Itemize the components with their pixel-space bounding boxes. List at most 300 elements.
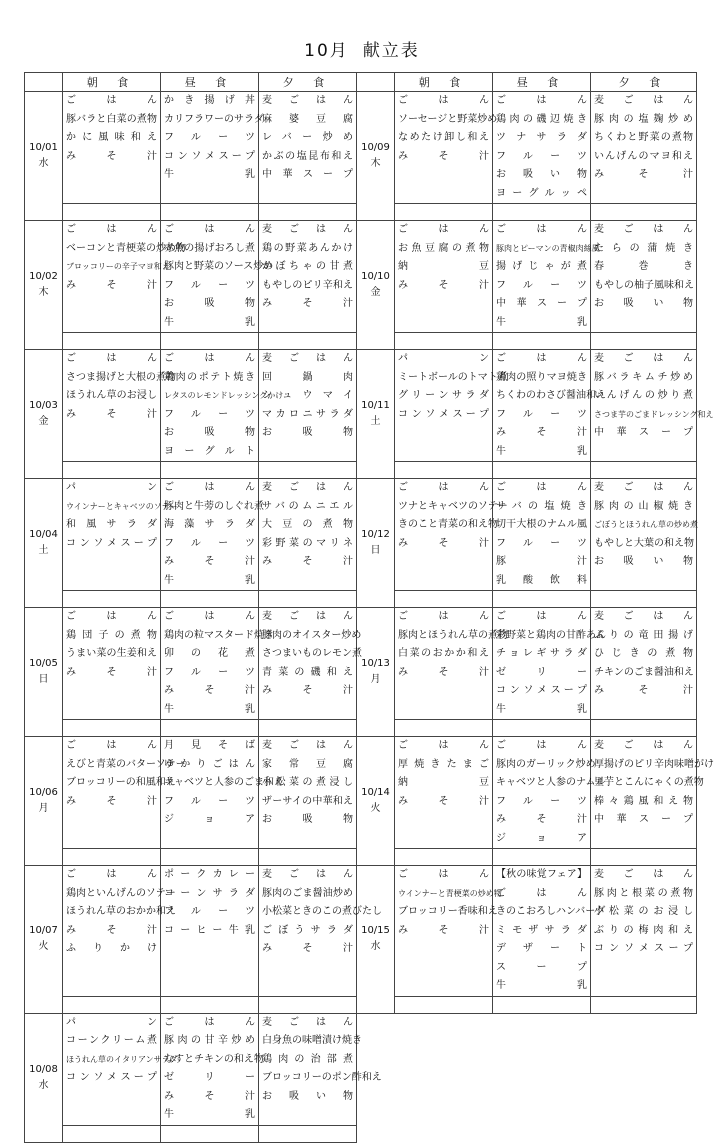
dinner-item: マカロニサラダ — [262, 408, 353, 420]
lunch-item: みそ汁 — [164, 685, 255, 696]
dinner-item: ブロッコリーのポン酢和え — [262, 1072, 382, 1083]
lunch-item: お吸物 — [164, 427, 255, 438]
breakfast-item: パン — [66, 1016, 157, 1028]
breakfast-item: コンソメスープ — [66, 1072, 157, 1083]
day-date: 10/04 — [29, 529, 58, 540]
breakfast-item: ウインナーと青梗菜の炒め物 — [398, 888, 502, 898]
breakfast-item: みそ汁 — [398, 537, 489, 549]
dinner-item: 白身魚の味噌漬け焼き — [262, 1035, 362, 1046]
lunch-item: コンソメスープ — [496, 685, 587, 696]
spacer-cell — [161, 720, 259, 737]
lunch-item: ちくわのわさび醤油和え — [496, 390, 606, 401]
lunch-item: スープ — [496, 961, 587, 973]
lunch-cell — [161, 92, 264, 204]
day-row — [25, 221, 697, 333]
dinner-cell — [259, 479, 357, 591]
lunch-item: 月見そば — [164, 740, 255, 751]
dinner-item: 麦ごはん — [262, 611, 353, 622]
spacer-cell — [161, 333, 259, 350]
breakfast-cell — [63, 1013, 178, 1125]
dinner-item: チキンのごま醤油和え — [594, 666, 694, 678]
spacer-cell — [161, 996, 259, 1013]
lunch-item: サバの塩焼き — [496, 500, 587, 512]
spacer-cell — [63, 996, 161, 1013]
dinner-item: 回鍋肉 — [262, 371, 353, 383]
dinner-cell — [591, 350, 714, 462]
spacer-cell — [395, 591, 493, 608]
lunch-item: キャベツと人参のナムル — [496, 777, 606, 788]
day-weekday: 水 — [38, 158, 49, 169]
dinner-item: お吸物 — [262, 814, 353, 825]
dinner-cell — [259, 350, 357, 462]
lunch-cell — [161, 350, 284, 462]
breakfast-item: ほうれん草のおかか和え — [66, 906, 176, 917]
lunch-cell — [161, 866, 259, 997]
breakfast-item: ブロッコリーの和風和え — [66, 777, 176, 788]
lunch-item: デザート — [496, 943, 587, 954]
dinner-item: 麦ごはん — [262, 95, 353, 106]
dinner-cell — [591, 479, 697, 591]
dinner-item: 鶏肉の治部煮 — [262, 1053, 353, 1065]
spacer-cell — [63, 1125, 161, 1142]
lunch-item: みそ汁 — [164, 556, 255, 567]
lunch-item: 切干大根のナムル風 — [496, 519, 587, 530]
dinner-item: ザーサイの中華和え — [262, 795, 353, 807]
lunch-item: フルーツ — [496, 279, 587, 291]
breakfast-item: みそ汁 — [398, 279, 489, 291]
dinner-cell — [591, 608, 697, 720]
spacer-cell — [259, 849, 357, 866]
lunch-item: 牛乳 — [164, 1109, 255, 1120]
breakfast-item: みそ汁 — [398, 795, 489, 807]
breakfast-item: みそ汁 — [66, 279, 157, 291]
lunch-cell — [493, 221, 600, 333]
spacer-cell — [395, 333, 493, 350]
day-weekday: 日 — [370, 545, 381, 556]
breakfast-item: ごはん — [66, 611, 157, 622]
spacer-cell — [259, 204, 357, 221]
breakfast-item: えびと青菜のバターソテー — [66, 758, 186, 770]
breakfast-cell — [395, 866, 502, 997]
breakfast-item: ベーコンと青梗菜の炒め物 — [66, 242, 186, 254]
lunch-item: 牛乳 — [164, 316, 255, 328]
day-date-cell — [25, 866, 63, 1014]
breakfast-item: みそ汁 — [66, 795, 157, 807]
day-weekday: 木 — [370, 158, 381, 169]
dinner-item: みそ汁 — [262, 685, 353, 696]
dinner-item: さつま芋のごまドレッシング和え — [594, 409, 714, 419]
breakfast-item: みそ汁 — [398, 666, 489, 678]
lunch-cell — [493, 608, 606, 720]
lunch-item: レタスのレモンドレッシングかけ — [164, 391, 284, 400]
lunch-item: チョレギサラダ — [496, 648, 587, 659]
dinner-item: 鶏の野菜あんかけ — [262, 242, 353, 254]
lunch-item: フルーツ — [164, 279, 255, 291]
breakfast-item: みそ汁 — [66, 666, 157, 678]
breakfast-cell — [395, 92, 498, 204]
lunch-item: ヨーグルッペ — [496, 187, 587, 199]
dinner-item: 麦ごはん — [262, 740, 353, 751]
lunch-item: 乳酸飲料 — [496, 574, 587, 586]
dinner-item: 棒々鶏風和え物 — [594, 795, 693, 807]
dinner-item: コンソメスープ — [594, 943, 693, 954]
day-date: 10/06 — [29, 787, 58, 798]
breakfast-item: コンソメスープ — [398, 408, 489, 420]
dinner-cell — [591, 866, 697, 997]
breakfast-item: ごはん — [398, 224, 489, 235]
spacer-cell — [493, 462, 591, 479]
breakfast-item: うまい菜の生姜和え — [66, 648, 157, 659]
lunch-item: 海藻サラダ — [164, 519, 255, 530]
breakfast-item: ほうれん草のお浸し — [66, 390, 157, 401]
spacer-cell — [63, 591, 161, 608]
dinner-item: 豚肉のごま醤油炒め — [262, 887, 353, 899]
lunch-item: かき揚げ丼 — [164, 95, 255, 106]
dinner-item: ひじきの煮物 — [594, 648, 693, 659]
day-date: 10/12 — [361, 529, 390, 540]
dinner-item: かぶの塩昆布和え — [262, 150, 353, 162]
lunch-item: フルーツ — [164, 666, 255, 678]
spacer-cell — [161, 849, 259, 866]
dinner-item: もやしの柚子風味和え — [594, 279, 694, 291]
header-breakfast-2: 朝 食 — [395, 73, 493, 92]
lunch-item: フルーツ — [164, 132, 255, 143]
breakfast-cell — [395, 737, 493, 849]
breakfast-cell — [63, 737, 186, 849]
lunch-item: ごはん — [496, 224, 587, 235]
dinner-item: シュウマイ — [262, 390, 353, 401]
spacer-cell — [259, 591, 357, 608]
day-weekday: 火 — [370, 803, 381, 814]
dinner-item: 麦ごはん — [262, 1016, 353, 1028]
lunch-cell — [493, 92, 591, 204]
spacer-cell — [591, 720, 697, 737]
spacer-cell — [161, 462, 259, 479]
dinner-item: みそ汁 — [594, 169, 693, 180]
dinner-item: ぶりの梅肉和え — [594, 924, 693, 936]
breakfast-cell — [63, 608, 161, 720]
lunch-item: みそ汁 — [496, 814, 587, 825]
lunch-cell — [161, 608, 274, 720]
lunch-item: ツナサラダ — [496, 132, 587, 143]
lunch-item: ごはん — [164, 482, 255, 493]
lunch-item: 豚肉と牛蒡のしぐれ煮 — [164, 500, 264, 512]
lunch-item: 鶏肉の照りマヨ焼き — [496, 371, 587, 383]
breakfast-item: みそ汁 — [398, 150, 489, 162]
lunch-item: 【秋の味覚フェア】 — [496, 869, 587, 880]
breakfast-item: なめたけ卸し和え — [398, 132, 489, 143]
dinner-item: 里芋とこんにゃくの煮物 — [594, 777, 704, 788]
spacer-cell — [493, 720, 591, 737]
dinner-item: ごぼうサラダ — [262, 924, 353, 936]
breakfast-item: ごはん — [398, 740, 489, 751]
breakfast-item: ウインナーとキャベツのソテー — [66, 501, 178, 511]
lunch-item: お吸物 — [164, 298, 255, 309]
lunch-item: ごはん — [496, 887, 587, 899]
dinner-item: 家常豆腐 — [262, 758, 353, 770]
lunch-item: コーンサラダ — [164, 887, 255, 899]
spacer-cell — [591, 591, 697, 608]
dinner-item: もやしのピリ辛和え — [262, 279, 353, 291]
day-row — [25, 1013, 697, 1125]
breakfast-cell — [395, 479, 508, 591]
breakfast-item: ごはん — [66, 95, 157, 106]
breakfast-cell — [63, 92, 161, 204]
lunch-item: フルーツ — [496, 408, 587, 420]
lunch-item: 卯の花煮 — [164, 648, 255, 659]
breakfast-item: ふりかけ — [66, 943, 157, 954]
dinner-item: 厚揚げのピリ辛肉味噌がけ — [594, 758, 714, 770]
breakfast-item: ブロッコリー香味和え — [398, 906, 498, 917]
dinner-item: 豚肉と根菜の煮物 — [594, 887, 693, 899]
header-date-col-1 — [25, 73, 63, 92]
spacer-cell — [591, 333, 697, 350]
spacer-cell — [259, 1125, 357, 1142]
menu-table — [24, 72, 714, 1143]
lunch-item: ごはん — [164, 1016, 255, 1028]
breakfast-item: コーンクリーム煮 — [66, 1035, 157, 1046]
dinner-item: たらの蒲焼き — [594, 242, 693, 254]
breakfast-item: ブロッコリーの辛子マヨ和え — [66, 262, 170, 271]
dinner-item: 麦ごはん — [594, 482, 693, 493]
lunch-item: ジョア — [164, 814, 255, 825]
dinner-item: お吸い物 — [594, 556, 693, 567]
day-date: 10/09 — [361, 142, 390, 153]
breakfast-item: 豚肉とほうれん草の煮物 — [398, 629, 508, 641]
lunch-cell — [161, 479, 264, 591]
spacer-cell — [591, 204, 697, 221]
spacer-cell — [493, 333, 591, 350]
dinner-item: お吸い物 — [262, 1090, 353, 1102]
breakfast-cell — [63, 479, 178, 591]
breakfast-item: ごはん — [398, 869, 489, 880]
lunch-cell — [161, 221, 274, 333]
spacer-cell — [395, 204, 493, 221]
lunch-item: 牛乳 — [496, 316, 587, 328]
lunch-item: ごはん — [496, 611, 587, 622]
day-row — [25, 608, 697, 720]
spacer-cell — [395, 720, 493, 737]
lunch-item: フルーツ — [496, 537, 587, 549]
day-weekday: 土 — [370, 416, 381, 427]
lunch-item: フルーツ — [164, 537, 255, 549]
lunch-item: 牛乳 — [164, 169, 255, 180]
dinner-item: 麦ごはん — [262, 869, 353, 880]
day-date-cell — [357, 608, 395, 737]
dinner-item: 小松菜の煮浸し — [262, 777, 353, 788]
breakfast-item: さつま揚げと大根の煮物 — [66, 371, 176, 383]
breakfast-item: かに風味和え — [66, 132, 157, 143]
dinner-item: 麻婆豆腐 — [262, 113, 353, 125]
breakfast-item: 納豆 — [398, 261, 489, 272]
breakfast-item: ごはん — [398, 611, 489, 622]
lunch-item: 牛乳 — [496, 703, 587, 715]
day-date: 10/13 — [361, 658, 390, 669]
day-date: 10/01 — [29, 142, 58, 153]
dinner-item: みそ汁 — [594, 685, 693, 696]
lunch-item: ゼリー — [164, 1072, 255, 1083]
day-date-cell — [357, 92, 395, 221]
lunch-cell — [493, 737, 606, 849]
lunch-item: ごはん — [496, 353, 587, 364]
breakfast-cell — [63, 221, 186, 333]
lunch-item: 鶏肉のポテト焼き — [164, 371, 255, 383]
dinner-item: 麦ごはん — [594, 869, 693, 880]
day-weekday: 月 — [370, 674, 381, 685]
breakfast-item: みそ汁 — [66, 408, 157, 420]
header-date-col-2 — [357, 73, 395, 92]
lunch-item: 豚肉の甘辛炒め — [164, 1035, 255, 1046]
day-date: 10/07 — [29, 925, 58, 937]
day-date: 10/14 — [361, 787, 390, 798]
dinner-cell — [259, 737, 357, 849]
spacer-cell — [259, 462, 357, 479]
lunch-item: ジョア — [496, 832, 587, 844]
breakfast-item: 和風サラダ — [66, 519, 157, 530]
day-row — [25, 737, 697, 849]
day-date-cell — [357, 479, 395, 608]
day-date-cell — [25, 92, 63, 221]
title-month: 10月 — [304, 41, 349, 61]
lunch-item: きのこおろしハンバーグ — [496, 906, 606, 917]
title-text: 献立表 — [362, 41, 420, 61]
day-date-cell — [25, 1013, 63, 1142]
day-date-cell — [25, 350, 63, 479]
dinner-item: 中華スープ — [262, 169, 353, 180]
spacer-cell — [493, 591, 591, 608]
lunch-item: ごはん — [164, 353, 255, 364]
breakfast-item: ミートボールのトマト煮 — [398, 371, 508, 383]
dinner-item: 彩野菜のマリネ — [262, 537, 353, 549]
spacer-cell — [63, 849, 161, 866]
lunch-cell — [493, 350, 606, 462]
breakfast-item: きのこと青菜の和え物 — [398, 519, 498, 530]
spacer-cell — [395, 462, 493, 479]
spacer-cell — [161, 1125, 259, 1142]
dinner-item: レバー炒め — [262, 132, 353, 143]
lunch-item: ゆかりごはん — [164, 758, 255, 770]
day-date: 10/15 — [361, 925, 390, 937]
day-weekday: 金 — [38, 416, 49, 427]
lunch-item: ごはん — [496, 482, 587, 493]
spacer-cell — [259, 996, 357, 1013]
lunch-item: フルーツ — [164, 906, 255, 917]
lunch-item: 鶏肉の粒マスタード焼き — [164, 629, 274, 641]
dinner-item: 青菜の磯和え — [262, 666, 353, 678]
breakfast-item: 鶏団子の煮物 — [66, 629, 157, 641]
spacer-cell — [395, 996, 493, 1013]
lunch-cell — [161, 1013, 264, 1125]
spacer-cell — [591, 849, 697, 866]
day-date: 10/08 — [29, 1063, 58, 1075]
day-row — [25, 350, 697, 462]
breakfast-item: パン — [66, 482, 157, 493]
breakfast-item: ごはん — [66, 224, 157, 235]
lunch-item: ごはん — [496, 95, 587, 106]
lunch-cell — [161, 737, 284, 849]
dinner-item: お吸物 — [262, 427, 353, 438]
dinner-item: ごぼうとほうれん草の炒め煮 — [594, 520, 698, 529]
lunch-item: みそ汁 — [164, 1090, 255, 1102]
header-lunch-2: 昼 食 — [493, 73, 591, 92]
spacer-cell — [63, 462, 161, 479]
breakfast-cell — [63, 866, 176, 997]
lunch-item: 牛乳 — [164, 703, 255, 715]
dinner-item: サバのムニエル — [262, 500, 353, 512]
page-title — [0, 36, 724, 61]
dinner-cell — [259, 92, 357, 204]
breakfast-item: 納豆 — [398, 777, 489, 788]
day-date: 10/05 — [29, 658, 58, 669]
breakfast-item: パン — [398, 353, 489, 364]
lunch-item: フルーツ — [496, 150, 587, 162]
lunch-item: 赤魚の揚げおろし煮 — [164, 242, 255, 254]
lunch-item: 中華スープ — [496, 298, 587, 309]
dinner-item: 豚肉のオイスター炒め — [262, 629, 362, 641]
lunch-item: 鶏肉の磯辺焼き — [496, 113, 587, 125]
day-weekday: 金 — [370, 287, 381, 298]
lunch-item: ごはん — [164, 611, 255, 622]
dinner-item: 小松菜のお浸し — [594, 906, 693, 917]
day-weekday: 水 — [38, 1079, 49, 1091]
breakfast-cell — [395, 350, 508, 462]
lunch-item: 牛乳 — [496, 445, 587, 457]
dinner-item: もやしと大葉の和え物 — [594, 537, 694, 549]
dinner-item: 麦ごはん — [594, 740, 693, 751]
lunch-item: 豚肉と野菜のソース炒め — [164, 261, 274, 272]
day-weekday: 水 — [370, 941, 381, 953]
lunch-item: ミモザサラダ — [496, 924, 587, 936]
breakfast-item: 鶏肉といんげんのソテー — [66, 887, 176, 899]
dinner-item: 豚肉の塩麹炒め — [594, 113, 693, 125]
day-date-cell — [357, 737, 395, 866]
dinner-item: いんげんのマヨ和え — [594, 150, 693, 162]
header-dinner-1: 夕 食 — [259, 73, 357, 92]
spacer-cell — [591, 996, 697, 1013]
spacer-cell — [63, 720, 161, 737]
breakfast-item: 豚バラと白菜の煮物 — [66, 113, 157, 125]
day-date-cell — [25, 479, 63, 608]
lunch-item: お吸い物 — [496, 169, 587, 180]
dinner-cell — [591, 92, 697, 204]
day-date-cell — [25, 221, 63, 350]
breakfast-item: みそ汁 — [66, 924, 157, 936]
spacer-cell — [493, 996, 591, 1013]
dinner-item: 麦ごはん — [262, 224, 353, 235]
breakfast-item: ほうれん草のイタリアンサラダ — [66, 1054, 178, 1064]
dinner-item: 豚バラキムチ炒め — [594, 371, 693, 383]
dinner-item: さつまいものレモン煮 — [262, 648, 362, 659]
dinner-item: 大豆の煮物 — [262, 519, 353, 530]
spacer-cell — [63, 204, 161, 221]
day-weekday: 木 — [38, 287, 49, 298]
lunch-item: フルーツ — [164, 795, 255, 807]
breakfast-item: 白菜のおかか和え — [398, 648, 489, 659]
lunch-item: 彩野菜と鶏肉の甘酢あん — [496, 629, 606, 641]
day-date-cell — [357, 221, 395, 350]
spacer-cell — [63, 333, 161, 350]
day-date: 10/02 — [29, 271, 58, 282]
header-lunch-1: 昼 食 — [161, 73, 259, 92]
dinner-item: 麦ごはん — [262, 353, 353, 364]
breakfast-cell — [395, 608, 508, 720]
breakfast-item: ごはん — [398, 95, 489, 106]
day-date-cell — [357, 350, 395, 479]
dinner-item: 春巻き — [594, 261, 693, 272]
breakfast-item: ツナとキャベツのソテー — [398, 500, 508, 512]
dinner-item: 中華スープ — [594, 814, 693, 825]
lunch-item: みそ汁 — [496, 427, 587, 438]
